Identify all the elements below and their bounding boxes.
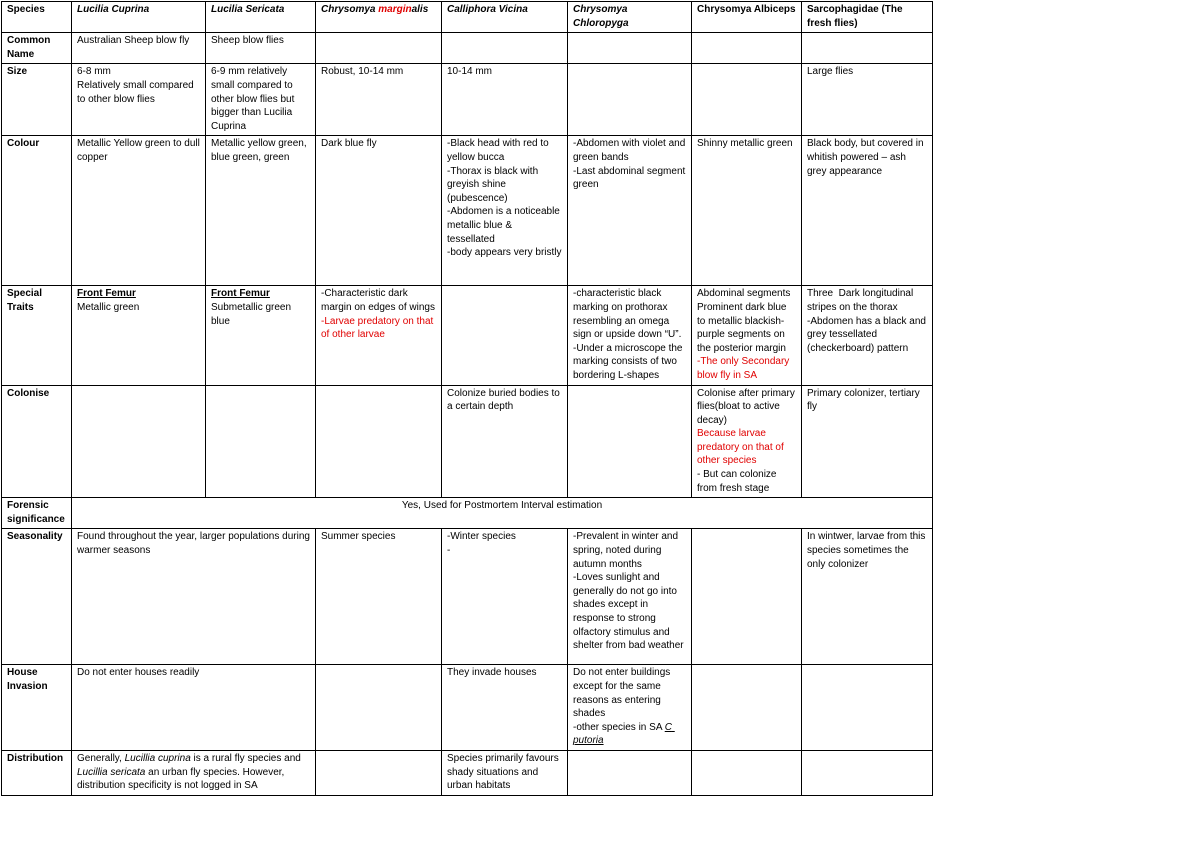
cell	[692, 665, 802, 751]
header-row	[2, 2, 933, 33]
cell	[316, 751, 442, 796]
cell	[802, 33, 933, 64]
row-colonise	[2, 385, 933, 498]
cell: Summer species	[316, 529, 442, 665]
cell: -Characteristic dark margin on edges of wings -Larvae predatory on that of other larvae	[316, 286, 442, 385]
cell	[316, 33, 442, 64]
cell: Primary colonizer, tertiary fly	[802, 385, 933, 498]
cell: Sheep blow flies	[206, 33, 316, 64]
cell: They invade houses	[442, 665, 568, 751]
cell: Do not enter buildings except for the same reasons as entering shades -other species in SA C putoria	[568, 665, 692, 751]
header-chrysomya-chloropyga: Chrysomya Chloropyga	[568, 2, 692, 33]
cell	[692, 64, 802, 136]
row-distribution	[2, 751, 933, 796]
header-chrysomya-albiceps: Chrysomya Albiceps	[692, 2, 802, 33]
header-lucilia-cuprina: Lucilia Cuprina	[72, 2, 206, 33]
row-forensic-significance	[2, 498, 933, 529]
row-colour	[2, 136, 933, 286]
cell	[802, 751, 933, 796]
cell: Generally, Lucillia cuprina is a rural fly species and Lucillia sericata an urban fly species. However, distribution specificity is not logged in SA	[72, 751, 316, 796]
cell: Metallic Yellow green to dull copper	[72, 136, 206, 286]
cell: 6-8 mm Relatively small compared to other blow flies	[72, 64, 206, 136]
cell: -characteristic black marking on prothorax resembling an omega sign or upside down “U”. -Under a microscope the marking consists of two bordering L-shapes	[568, 286, 692, 385]
cell	[206, 385, 316, 498]
header-species: Species	[2, 2, 72, 33]
c-putoria-link: C putoria	[573, 721, 675, 747]
cell	[72, 385, 206, 498]
cell: Do not enter houses readily	[72, 665, 316, 751]
cell: 10-14 mm	[442, 64, 568, 136]
cell	[442, 286, 568, 385]
cell: -Winter species -	[442, 529, 568, 665]
header-chrysomya-marginalis: Chrysomya marginalis	[316, 2, 442, 33]
cell: In wintwer, larvae from this species sometimes the only colonizer	[802, 529, 933, 665]
cell: -Abdomen with violet and green bands -Last abdominal segment green	[568, 136, 692, 286]
row-label: House Invasion	[2, 665, 72, 751]
cell	[568, 385, 692, 498]
row-special-traits	[2, 286, 933, 385]
cell	[316, 665, 442, 751]
cell: Shinny metallic green	[692, 136, 802, 286]
cell: -Black head with red to yellow bucca -Thorax is black with greyish shine (pubescence) -Abdomen is a noticeable metallic blue & tessellated -body appears very bristly	[442, 136, 568, 286]
cell: Large flies	[802, 64, 933, 136]
cell: Front Femur Submetallic green blue	[206, 286, 316, 385]
cell	[692, 529, 802, 665]
cell	[316, 385, 442, 498]
row-label: Colour	[2, 136, 72, 286]
species-comparison-table	[1, 1, 933, 796]
cell	[568, 33, 692, 64]
front-femur-heading: Front Femur	[211, 288, 270, 300]
cell: -Prevalent in winter and spring, noted during autumn months -Loves sunlight and generally do not go into shades except in response to strong olfactory stimulus and shelter from bad weather	[568, 529, 692, 665]
cell: Three Dark longitudinal stripes on the thorax -Abdomen has a black and grey tessellated (checkerboard) pattern	[802, 286, 933, 385]
row-label: Size	[2, 64, 72, 136]
cell: Yes, Used for Postmortem Interval estimation	[72, 498, 933, 529]
header-calliphora-vicina: Calliphora Vicina	[442, 2, 568, 33]
cell: Black body, but covered in whitish powered – ash grey appearance	[802, 136, 933, 286]
cell	[568, 751, 692, 796]
header-lucilia-sericata: Lucilia Sericata	[206, 2, 316, 33]
cell	[692, 33, 802, 64]
cell: Abdominal segments Prominent dark blue to metallic blackish-purple segments on the posterior margin -The only Secondary blow fly in SA	[692, 286, 802, 385]
row-label: Special Traits	[2, 286, 72, 385]
row-label: Forensic significance	[2, 498, 72, 529]
row-size	[2, 64, 933, 136]
front-femur-heading: Front Femur	[77, 288, 136, 300]
cell	[442, 33, 568, 64]
cell	[802, 665, 933, 751]
cell: 6-9 mm relatively small compared to other blow flies but bigger than Lucilia Cuprina	[206, 64, 316, 136]
row-seasonality	[2, 529, 933, 665]
cell: Found throughout the year, larger populations during warmer seasons	[72, 529, 316, 665]
row-label: Colonise	[2, 385, 72, 498]
cell: Australian Sheep blow fly	[72, 33, 206, 64]
cell: Front Femur Metallic green	[72, 286, 206, 385]
cell: Species primarily favours shady situations and urban habitats	[442, 751, 568, 796]
row-label: Common Name	[2, 33, 72, 64]
cell: Robust, 10-14 mm	[316, 64, 442, 136]
cell: Colonize buried bodies to a certain depth	[442, 385, 568, 498]
cell: Dark blue fly	[316, 136, 442, 286]
cell: Metallic yellow green, blue green, green	[206, 136, 316, 286]
row-label: Distribution	[2, 751, 72, 796]
row-common-name	[2, 33, 933, 64]
row-label: Seasonality	[2, 529, 72, 665]
header-sarcophagidae: Sarcophagidae (The fresh flies)	[802, 2, 933, 33]
cell	[692, 751, 802, 796]
cell	[568, 64, 692, 136]
cell: Colonise after primary flies(bloat to active decay) Because larvae predatory on that of other species - But can colonize from fresh stage	[692, 385, 802, 498]
row-house-invasion	[2, 665, 933, 751]
